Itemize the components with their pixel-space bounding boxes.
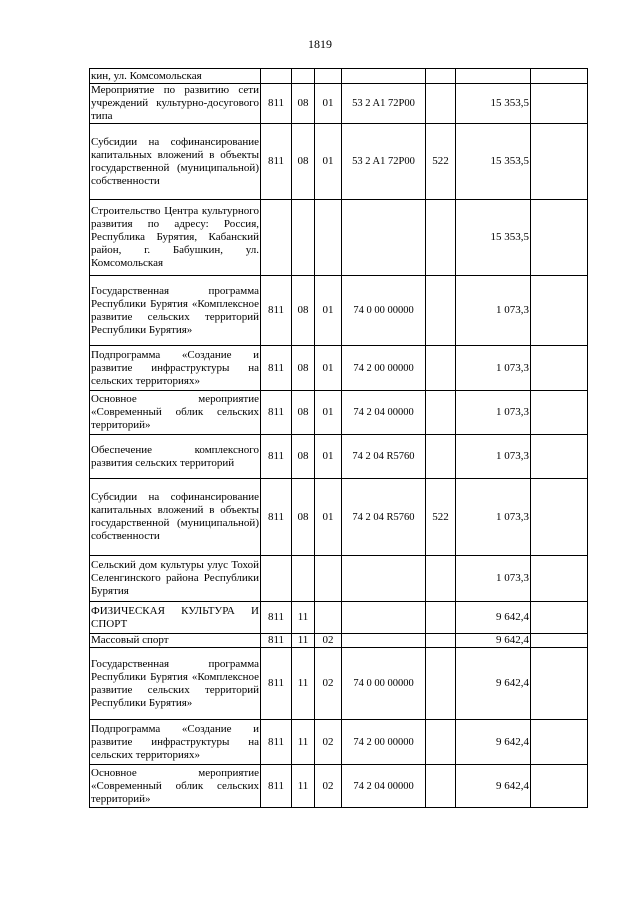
table-row bbox=[90, 720, 588, 765]
row-name-cell: Государственная программа Республики Бурятия «Комплексное развитие сельских территорий Республики Бурятия» bbox=[90, 648, 261, 720]
row-amount-cell: 1 073,3 bbox=[456, 435, 531, 479]
row-target-article-cell: 74 2 04 R5760 bbox=[342, 435, 426, 479]
row-section-cell: 11 bbox=[292, 765, 315, 808]
row-expense-type-cell bbox=[426, 391, 456, 435]
row-subsection-cell bbox=[315, 556, 342, 602]
row-empty-cell bbox=[531, 84, 588, 124]
row-target-article-cell: 74 2 04 00000 bbox=[342, 391, 426, 435]
row-section-cell bbox=[292, 556, 315, 602]
row-name-cell: Подпрограмма «Создание и развитие инфраструктуры на сельских территориях» bbox=[90, 720, 261, 765]
row-target-article-cell: 53 2 A1 72P00 bbox=[342, 84, 426, 124]
row-name-cell: Строительство Центра культурного развития по адресу: Россия, Республика Бурятия, Кабанский район, г. Бабушкин, ул. Комсомольская bbox=[90, 200, 261, 276]
row-amount-cell: 1 073,3 bbox=[456, 479, 531, 556]
row-grbs-cell: 811 bbox=[261, 276, 292, 346]
row-section-cell: 08 bbox=[292, 391, 315, 435]
row-name-cell: Сельский дом культуры улус Тохой Селенгинского района Республики Бурятия bbox=[90, 556, 261, 602]
row-subsection-cell: 01 bbox=[315, 435, 342, 479]
row-expense-type-cell bbox=[426, 346, 456, 391]
row-grbs-cell bbox=[261, 556, 292, 602]
row-section-cell: 11 bbox=[292, 634, 315, 648]
table-body bbox=[90, 69, 588, 808]
table-row bbox=[90, 648, 588, 720]
row-subsection-cell: 01 bbox=[315, 124, 342, 200]
row-subsection-cell: 01 bbox=[315, 84, 342, 124]
row-expense-type-cell bbox=[426, 435, 456, 479]
row-empty-cell bbox=[531, 556, 588, 602]
row-expense-type-cell bbox=[426, 602, 456, 634]
row-section-cell bbox=[292, 69, 315, 84]
row-subsection-cell bbox=[315, 69, 342, 84]
row-expense-type-cell bbox=[426, 200, 456, 276]
row-expense-type-cell bbox=[426, 84, 456, 124]
row-expense-type-cell bbox=[426, 556, 456, 602]
row-target-article-cell: 74 2 00 00000 bbox=[342, 346, 426, 391]
row-grbs-cell bbox=[261, 200, 292, 276]
row-name-cell: Основное мероприятие «Современный облик сельских территорий» bbox=[90, 765, 261, 808]
table-row bbox=[90, 391, 588, 435]
row-name-cell: Основное мероприятие «Современный облик сельских территорий» bbox=[90, 391, 261, 435]
row-name-cell: Государственная программа Республики Бурятия «Комплексное развитие сельских территорий Республики Бурятия» bbox=[90, 276, 261, 346]
row-target-article-cell bbox=[342, 602, 426, 634]
row-empty-cell bbox=[531, 602, 588, 634]
table-row bbox=[90, 346, 588, 391]
row-expense-type-cell: 522 bbox=[426, 124, 456, 200]
row-amount-cell: 1 073,3 bbox=[456, 276, 531, 346]
row-grbs-cell: 811 bbox=[261, 602, 292, 634]
row-name-cell: Массовый спорт bbox=[90, 634, 261, 648]
row-subsection-cell: 02 bbox=[315, 648, 342, 720]
row-empty-cell bbox=[531, 200, 588, 276]
row-name-cell: Мероприятие по развитию сети учреждений культурно-досугового типа bbox=[91, 84, 259, 122]
row-amount-cell bbox=[456, 69, 531, 84]
row-amount-cell: 1 073,3 bbox=[456, 346, 531, 391]
row-target-article-cell: 74 2 04 00000 bbox=[342, 765, 426, 808]
row-target-article-cell bbox=[342, 69, 426, 84]
row-empty-cell bbox=[531, 435, 588, 479]
row-target-article-cell bbox=[342, 556, 426, 602]
row-subsection-cell: 01 bbox=[315, 391, 342, 435]
row-section-cell: 11 bbox=[292, 720, 315, 765]
table-row bbox=[90, 276, 588, 346]
row-expense-type-cell bbox=[426, 765, 456, 808]
row-grbs-cell: 811 bbox=[261, 720, 292, 765]
row-empty-cell bbox=[531, 648, 588, 720]
row-expense-type-cell bbox=[426, 634, 456, 648]
row-empty-cell bbox=[531, 276, 588, 346]
row-grbs-cell: 811 bbox=[261, 479, 292, 556]
table-row bbox=[90, 200, 588, 276]
row-grbs-cell: 811 bbox=[261, 765, 292, 808]
row-grbs-cell: 811 bbox=[261, 124, 292, 200]
row-expense-type-cell: 522 bbox=[426, 479, 456, 556]
row-empty-cell bbox=[531, 765, 588, 808]
row-grbs-cell: 811 bbox=[261, 346, 292, 391]
row-subsection-cell bbox=[315, 200, 342, 276]
row-empty-cell bbox=[531, 479, 588, 556]
row-amount-cell: 15 353,5 bbox=[456, 200, 531, 276]
row-section-cell: 08 bbox=[292, 435, 315, 479]
table-row bbox=[90, 479, 588, 556]
row-subsection-cell: 01 bbox=[315, 479, 342, 556]
row-subsection-cell bbox=[315, 602, 342, 634]
row-amount-cell: 15 353,5 bbox=[456, 84, 531, 124]
row-grbs-cell: 811 bbox=[261, 435, 292, 479]
row-expense-type-cell bbox=[426, 648, 456, 720]
row-name-cell: Субсидии на софинансирование капитальных вложений в объекты государственной (муниципальной) собственности bbox=[90, 479, 261, 556]
row-subsection-cell: 02 bbox=[315, 765, 342, 808]
row-target-article-cell: 74 2 04 R5760 bbox=[342, 479, 426, 556]
row-amount-cell: 1 073,3 bbox=[456, 556, 531, 602]
row-name-cell: Обеспечение комплексного развития сельских территорий bbox=[90, 435, 261, 479]
row-section-cell: 08 bbox=[292, 479, 315, 556]
table-row bbox=[90, 556, 588, 602]
row-subsection-cell: 02 bbox=[315, 634, 342, 648]
row-section-cell: 11 bbox=[292, 648, 315, 720]
row-grbs-cell: 811 bbox=[261, 391, 292, 435]
row-section-cell: 08 bbox=[292, 84, 315, 124]
row-amount-cell: 15 353,5 bbox=[456, 124, 531, 200]
row-target-article-cell: 74 0 00 00000 bbox=[342, 276, 426, 346]
row-subsection-cell: 01 bbox=[315, 346, 342, 391]
table-row bbox=[90, 602, 588, 634]
row-empty-cell bbox=[531, 69, 588, 84]
row-expense-type-cell bbox=[426, 69, 456, 84]
row-name-cell: Подпрограмма «Создание и развитие инфраструктуры на сельских территориях» bbox=[90, 346, 261, 391]
row-section-cell: 08 bbox=[292, 124, 315, 200]
row-section-cell: 11 bbox=[292, 602, 315, 634]
row-amount-cell: 1 073,3 bbox=[456, 391, 531, 435]
row-amount-cell: 9 642,4 bbox=[456, 765, 531, 808]
row-target-article-cell: 53 2 A1 72P00 bbox=[342, 124, 426, 200]
row-target-article-cell bbox=[342, 200, 426, 276]
row-name-cell: кин, ул. Комсомольская bbox=[90, 69, 261, 84]
row-amount-cell: 9 642,4 bbox=[456, 634, 531, 648]
row-empty-cell bbox=[531, 124, 588, 200]
row-grbs-cell: 811 bbox=[261, 84, 292, 124]
row-target-article-cell bbox=[342, 634, 426, 648]
row-target-article-cell: 74 2 00 00000 bbox=[342, 720, 426, 765]
table-row bbox=[90, 84, 588, 124]
row-subsection-cell: 01 bbox=[315, 276, 342, 346]
row-expense-type-cell bbox=[426, 720, 456, 765]
table-row bbox=[90, 69, 588, 84]
row-grbs-cell bbox=[261, 69, 292, 84]
page-number: 1819 bbox=[308, 37, 332, 51]
table-row bbox=[90, 124, 588, 200]
row-expense-type-cell bbox=[426, 276, 456, 346]
budget-table bbox=[89, 68, 588, 808]
row-amount-cell: 9 642,4 bbox=[456, 602, 531, 634]
row-subsection-cell: 02 bbox=[315, 720, 342, 765]
row-empty-cell bbox=[531, 346, 588, 391]
table-row bbox=[90, 765, 588, 808]
row-name-cell: Субсидии на софинансирование капитальных вложений в объекты государственной (муниципальной) собственности bbox=[90, 124, 261, 200]
row-empty-cell bbox=[531, 720, 588, 765]
row-section-cell bbox=[292, 200, 315, 276]
row-section-cell: 08 bbox=[292, 346, 315, 391]
row-grbs-cell: 811 bbox=[261, 648, 292, 720]
row-name-cell: ФИЗИЧЕСКАЯ КУЛЬТУРА И СПОРТ bbox=[90, 602, 261, 634]
row-grbs-cell: 811 bbox=[261, 634, 292, 648]
row-section-cell: 08 bbox=[292, 276, 315, 346]
row-amount-cell: 9 642,4 bbox=[456, 648, 531, 720]
row-amount-cell: 9 642,4 bbox=[456, 720, 531, 765]
row-empty-cell bbox=[531, 634, 588, 648]
row-target-article-cell: 74 0 00 00000 bbox=[342, 648, 426, 720]
table-row bbox=[90, 435, 588, 479]
table-row bbox=[90, 634, 588, 648]
row-empty-cell bbox=[531, 391, 588, 435]
